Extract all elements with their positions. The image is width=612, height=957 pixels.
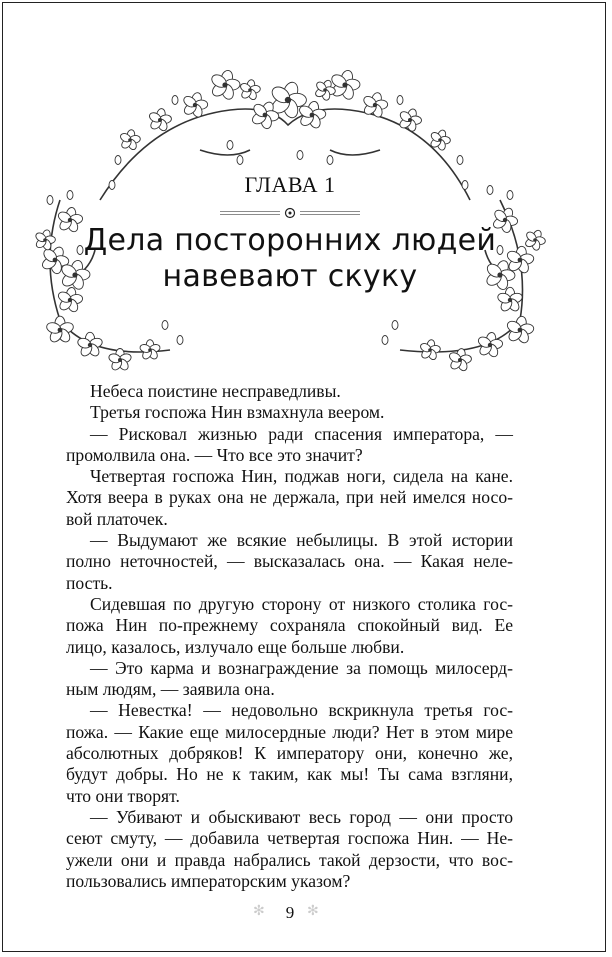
- blossom-icon: [209, 69, 240, 101]
- text-line: будут добры. Но не к таким, как мы! Ты сама взгляни,: [66, 764, 513, 785]
- blossom-icon: [398, 108, 422, 132]
- blossom-icon: [139, 340, 161, 361]
- paragraph: [66, 658, 513, 701]
- blossom-icon: [505, 316, 534, 345]
- blossom-icon: [148, 108, 172, 132]
- text-line: что они творят.: [66, 785, 180, 806]
- paragraph: [66, 530, 513, 594]
- page-number: 9: [285, 903, 295, 922]
- chapter-title-line: навевают скуку: [162, 259, 418, 294]
- paragraph: [66, 700, 513, 806]
- chapter-divider-ornament: [220, 206, 360, 220]
- text-line: — Рисковал жизнью ради спасения императора, —: [90, 423, 513, 444]
- blossom-icon: [77, 332, 104, 358]
- blossom-icon: [45, 316, 74, 344]
- chapter-title-line: Дела посторонних людей: [83, 223, 497, 258]
- text-line: сеют смуту, — добавила четвертая госпожа Нин. — Не-: [66, 828, 513, 849]
- text-line: пользовались императорским указом?: [66, 870, 351, 891]
- text-line: Хотя веера в руках она не держала, при ней имелся носо-: [66, 487, 513, 508]
- text-line: вой платочек.: [66, 508, 168, 529]
- text-line: ужели они и правда набрались такой дерзости, что вос-: [66, 849, 513, 870]
- chapter-title: [0, 223, 580, 295]
- paragraph: [66, 466, 513, 530]
- text-line: — Это карма и вознаграждение за помощь милосерд-: [90, 657, 513, 678]
- blossom-icon: [239, 79, 261, 101]
- blossom-icon: [329, 69, 360, 101]
- paragraph: [66, 594, 513, 658]
- paragraph: [66, 402, 513, 423]
- text-line: — Убивают и обыскивают весь город — они просто: [90, 806, 513, 827]
- blossom-icon: [182, 92, 208, 119]
- text-line: пость.: [66, 572, 113, 593]
- text-line: пожа. — Какие еще милосердные люди? Нет в этом мире: [66, 721, 513, 742]
- body-text: [66, 381, 513, 892]
- blossom-icon: [119, 129, 141, 151]
- text-line: Небеса поистине несправедливы.: [90, 381, 341, 401]
- text-line: — Невестка! — недовольно вскрикнула третья гос-: [90, 700, 513, 721]
- paragraph: [66, 807, 513, 892]
- blossom-icon: [362, 92, 388, 119]
- paragraph: [66, 381, 513, 402]
- text-line: Третья госпожа Нин взмахнула веером.: [90, 402, 385, 423]
- flower-icon: ✻: [307, 904, 319, 919]
- text-line: ным людям, — заявила она.: [66, 679, 275, 700]
- chapter-label: ГЛАВА 1: [244, 172, 336, 197]
- blossom-icon: [419, 339, 441, 361]
- text-line: пожа Нин по-прежнему сохраняла спокойный вид. Ее: [66, 615, 513, 636]
- text-line: лицо, казалось, излучало еще больше любви.: [66, 636, 405, 657]
- text-line: промолвила она. — Что все это значит?: [66, 444, 363, 465]
- text-line: Четвертая госпожа Нин, поджав ноги, сидела на кане.: [90, 466, 513, 487]
- text-line: Сидевшая по другую сторону от низкого столика гос-: [90, 593, 513, 614]
- text-line: — Выдумают же всякие небылицы. В этой истории: [90, 530, 513, 551]
- flower-icon: ✻: [253, 904, 265, 919]
- text-line: полно неточностей, — высказалась она. — Какая неле-: [66, 551, 513, 572]
- text-line: абсолютных добряков! К императору они, конечно же,: [66, 743, 513, 764]
- paragraph: [66, 424, 513, 467]
- blossom-icon: [477, 332, 504, 359]
